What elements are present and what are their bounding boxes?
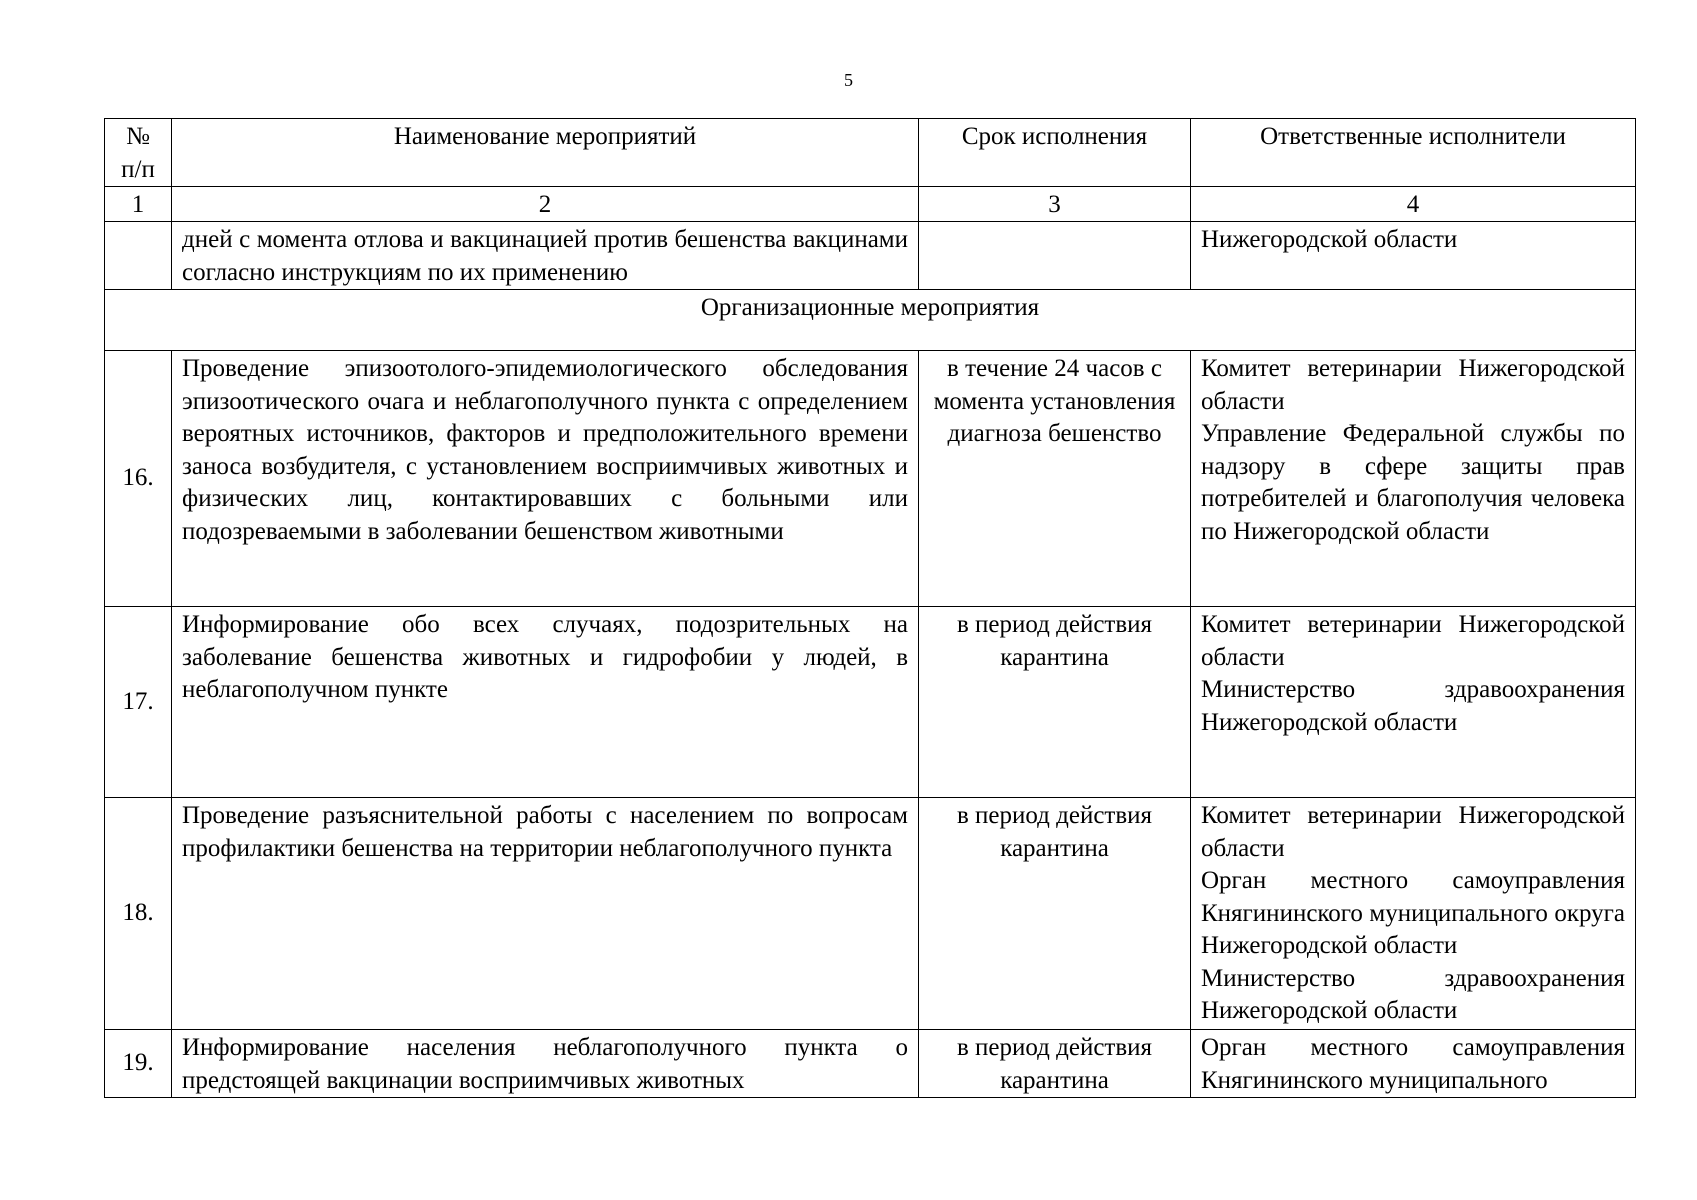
row-name: Информирование обо всех случаях, подозрительных на заболевание бешенства животных и гидрофобии у людей, в неблагополучном пункте <box>172 607 919 798</box>
row-num: 18. <box>105 798 172 1030</box>
row-responsible <box>1191 1030 1636 1098</box>
row-name: Проведение разъяснительной работы с населением по вопросам профилактики бешенства на территории неблагополучного пункта <box>172 798 919 1030</box>
measures-table <box>104 118 1636 1098</box>
header-num: № п/п <box>105 119 172 187</box>
column-index-row <box>105 187 1636 222</box>
column-index: 1 <box>105 187 172 222</box>
row-num: 16. <box>105 351 172 607</box>
row-num: 19. <box>105 1030 172 1098</box>
responsible-entry: Комитет ветеринарии Нижегородской области <box>1201 611 1625 671</box>
header-name: Наименование мероприятий <box>172 119 919 187</box>
row-responsible: Нижегородской области <box>1191 222 1636 290</box>
row-term: в течение 24 часов с момента установления диагноза бешенство <box>919 351 1191 607</box>
responsible-entry: Комитет ветеринарии Нижегородской области <box>1201 355 1625 415</box>
row-responsible <box>1191 351 1636 607</box>
header-term: Срок исполнения <box>919 119 1191 187</box>
column-index: 4 <box>1191 187 1636 222</box>
section-title: Организационные мероприятия <box>105 290 1636 351</box>
header-responsible: Ответственные исполнители <box>1191 119 1636 187</box>
responsible-entry: Министерство здравоохранения Нижегородской области <box>1201 964 1625 1024</box>
table-row-continuation <box>105 222 1636 290</box>
column-index: 2 <box>172 187 919 222</box>
responsible-entry: Министерство здравоохранения Нижегородской области <box>1201 676 1625 736</box>
responsible-entry: Комитет ветеринарии Нижегородской области <box>1201 802 1625 862</box>
row-num <box>105 222 172 290</box>
row-term: в период действия карантина <box>919 1030 1191 1098</box>
table-row <box>105 351 1636 607</box>
responsible-entry: Орган местного самоуправления Княгининского муниципального округа Нижегородской области <box>1201 867 1625 959</box>
table-row <box>105 1030 1636 1098</box>
table-row <box>105 607 1636 798</box>
column-index: 3 <box>919 187 1191 222</box>
responsible-entry: Управление Федеральной службы по надзору в сфере защиты прав потребителей и благополучия человека по Нижегородской области <box>1201 420 1625 545</box>
page-number: 5 <box>844 70 853 90</box>
table-header-row <box>105 119 1636 187</box>
row-term <box>919 222 1191 290</box>
row-term: в период действия карантина <box>919 607 1191 798</box>
row-responsible <box>1191 607 1636 798</box>
section-row <box>105 290 1636 351</box>
row-name: Проведение эпизоотолого-эпидемиологического обследования эпизоотического очага и неблагополучного пункта с определением вероятных источников, факторов и предположительного времени заноса возбудителя, с установлением восприимчивых животных и физических лиц, контактировавших с больными или подозреваемыми в заболевании бешенством животными <box>172 351 919 607</box>
row-num: 17. <box>105 607 172 798</box>
row-responsible <box>1191 798 1636 1030</box>
table-row <box>105 798 1636 1030</box>
row-name: дней с момента отлова и вакцинацией против бешенства вакцинами согласно инструкциям по их применению <box>172 222 919 290</box>
responsible-entry: Орган местного самоуправления Княгининского муниципального <box>1201 1034 1625 1094</box>
row-term: в период действия карантина <box>919 798 1191 1030</box>
row-name: Информирование населения неблагополучного пункта о предстоящей вакцинации восприимчивых животных <box>172 1030 919 1098</box>
